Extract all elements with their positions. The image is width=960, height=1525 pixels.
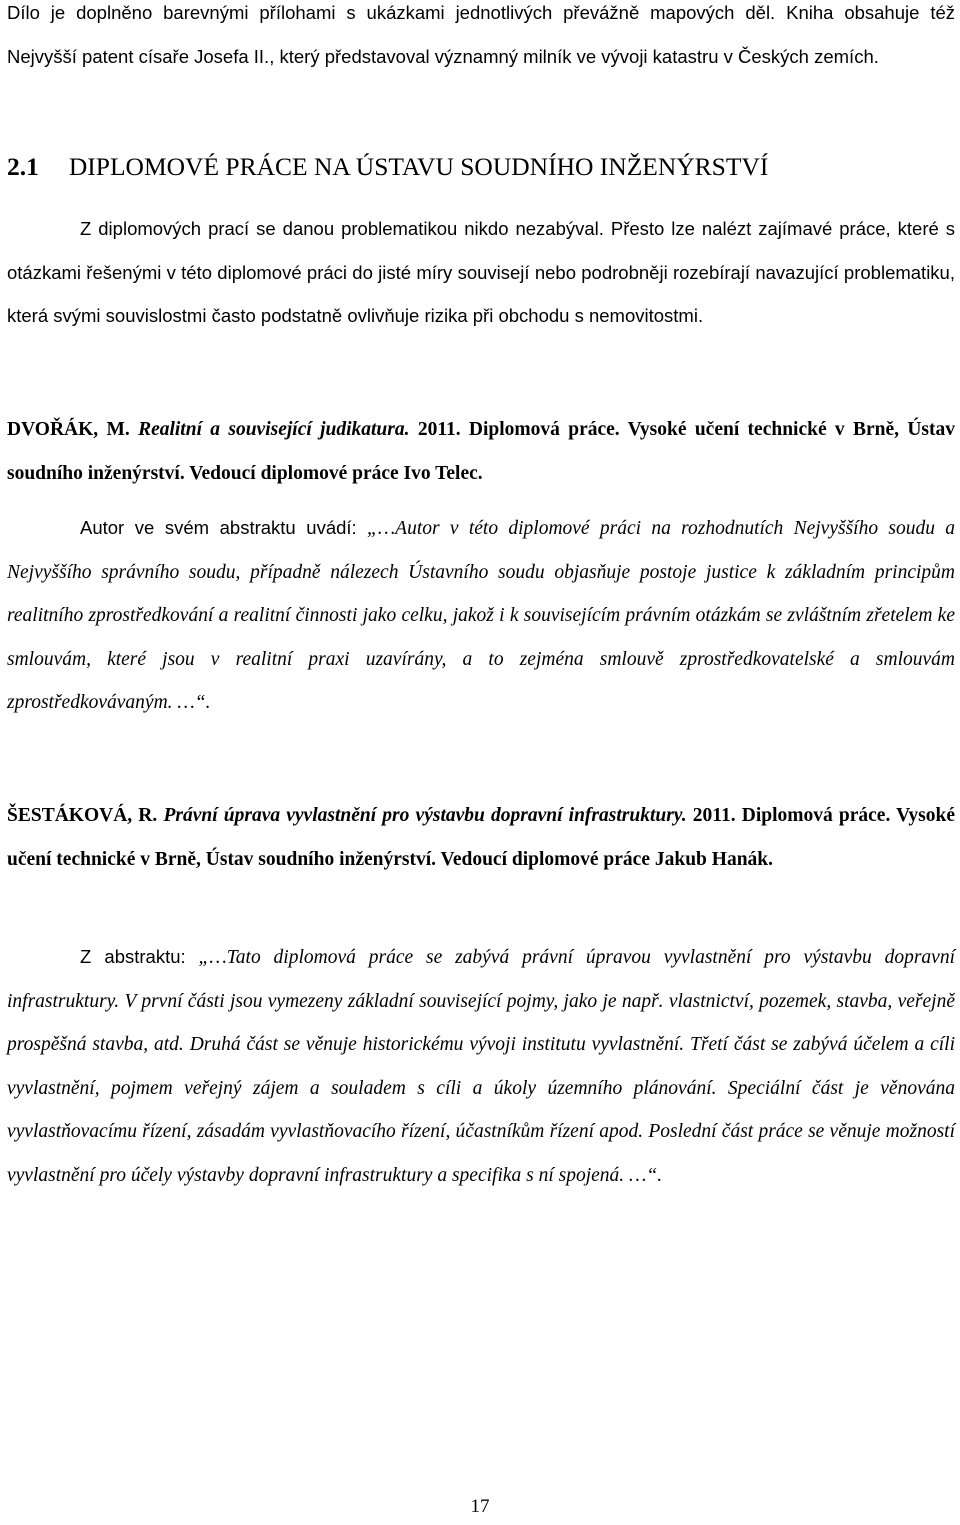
abstract-text: „…Autor v této diplomové práci na rozhodnutích Nejvyššího soudu a Nejvyššího správního soudu, případně nálezech Ústavního soudu objasňuje postoje justice k základním principům realitního zprostředkování a realitní činnosti jako celku, jakož i k souvisejícím právním otázkám se zvláštním zřetelem ke smlouvám, které jsou v realitní praxi uzavírány, a to zejména smlouvě zprostředkovatelské a smlouvám zprostředkovávaným. …“.	[7, 518, 956, 713]
intro-paragraph	[7, 0, 955, 78]
intro-text: Dílo je doplněno barevnými přílohami s ukázkami jednotlivých převážně mapových děl. Kniha obsahuje též Nejvyšší patent císaře Josefa II., který představoval významný milník ve vývoji katastru v Českých zemích.	[7, 2, 955, 67]
paragraph-diploma-theses	[7, 207, 955, 338]
reference-author: ŠESTÁKOVÁ, R.	[7, 805, 158, 826]
abstract-text: „…Tato diplomová práce se zabývá právní úpravou vyvlastnění pro výstavbu dopravní infrastruktury. V první části jsou vymezeny základní související pojmy, jako je např. vlastnictví, pozemek, stavba, veřejně prospěšná stavba, atd. Druhá část se věnuje historickému vývoji institutu vyvlastnění. Třetí část se zabývá účelem a cíli vyvlastnění, pojmem veřejný zájem a souladem s cíli a úkoly územního plánování. Speciální část je věnována vyvlastňovacímu řízení, zásadám vyvlastňovacího řízení, účastníkům řízení apod. Poslední část práce se věnuje možností vyvlastnění pro účely výstavby dopravní infrastruktury a specifika s ní spojená. …“.	[7, 947, 955, 1186]
paragraph-text: Z diplomových prací se danou problematikou nikdo nezabýval. Přesto lze nalézt zajímavé práce, které s otázkami řešenými v této diplomové práci do jisté míry souvisejí nebo podrobněji rozebírají navazující problematiku, která svými souvislostmi často podstatně ovlivňuje rizika při obchodu s nemovitostmi.	[7, 218, 955, 326]
reference-author: DVOŘÁK, M.	[7, 419, 130, 440]
page-number: 17	[470, 1496, 490, 1517]
section-number: 2.1	[7, 152, 39, 181]
reference-dvorak	[7, 408, 955, 495]
abstract-lead: Autor ve svém abstraktu uvádí:	[80, 517, 357, 538]
section-title: DIPLOMOVÉ PRÁCE NA ÚSTAVU SOUDNÍHO INŽENÝRSTVÍ	[68, 152, 769, 181]
section-heading	[7, 142, 955, 192]
abstract-sestakova	[7, 935, 955, 1197]
reference-title: Právní úprava vyvlastnění pro výstavbu dopravní infrastruktury.	[163, 805, 687, 826]
abstract-lead: Z abstraktu:	[80, 946, 186, 967]
reference-details: 2011. Diplomová práce. Vysoké učení technické v Brně, Ústav soudního inženýrství. Vedoucí diplomové práce Ivo Telec.	[7, 419, 955, 484]
reference-details: 2011. Diplomová práce. Vysoké učení technické v Brně, Ústav soudního inženýrství. Vedoucí diplomové práce Jakub Hanák.	[7, 805, 956, 870]
reference-sestakova	[7, 794, 955, 881]
reference-title: Realitní a související judikatura.	[138, 419, 410, 440]
abstract-dvorak	[7, 506, 955, 725]
